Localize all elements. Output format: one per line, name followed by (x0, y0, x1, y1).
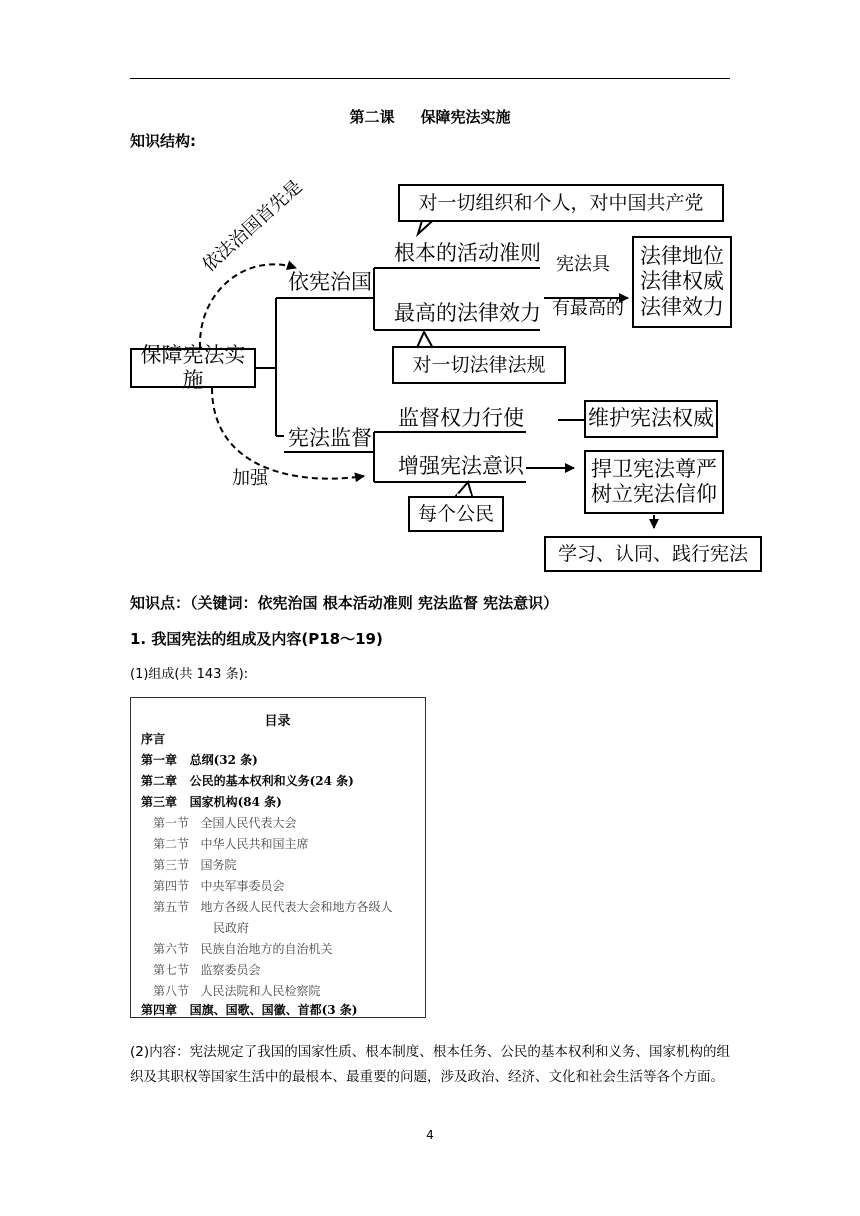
toc-section-6 (153, 940, 332, 957)
toc-chapter-num: 第三章 (141, 795, 178, 809)
toc-section-5-cont: 民政府 (213, 921, 250, 935)
constitution-toc (130, 697, 426, 1018)
toc-section-num: 第一节 (153, 816, 190, 830)
bubble-every-citizen: 每个公民 (408, 496, 504, 532)
lesson-number: 第二课 (349, 108, 395, 126)
learn-practice-box: 学习、认同、践行宪法 (544, 536, 762, 572)
lesson-name: 保障宪法实施 (420, 108, 511, 126)
branch-constitutional-supervision: 宪法监督 (288, 426, 372, 450)
toc-chapter-4 (141, 1001, 357, 1018)
branch-rule-by-constitution: 依宪治国 (288, 270, 372, 294)
toc-section-2 (153, 835, 308, 852)
toc-chapter-name: 国家机构(84 条) (189, 795, 282, 809)
toc-section-8 (153, 982, 320, 999)
toc-section-num: 第七节 (153, 963, 190, 977)
content-paragraph: (2)内容：宪法规定了我国的国家性质、根本制度、根本任务、公民的基本权利和义务、国家机构的组织及其职权等国家生活中的最根本、最重要的问题，涉及政治、经济、文化和社会生活等各个方面。 (130, 1044, 730, 1085)
root-node: 保障宪法实施 (130, 348, 256, 388)
legal-status-item: 法律地位 (640, 244, 724, 269)
toc-section-name: 中央军事委员会 (200, 879, 285, 893)
toc-section-3 (153, 856, 236, 873)
toc-chapter-num: 第四章 (141, 1003, 178, 1017)
legal-status-box (632, 236, 732, 328)
section1-heading: 1. 我国宪法的组成及内容(P18～19) (130, 630, 383, 648)
supreme-effect-label: 最高的法律效力 (394, 301, 541, 325)
arrow-text-line1: 宪法具 (556, 254, 610, 275)
toc-section-name: 民族自治地方的自治机关 (200, 942, 333, 956)
toc-chapter-name: 总纲(32 条) (189, 753, 258, 767)
fundamental-rule-label: 根本的活动准则 (394, 241, 541, 265)
page-number: 4 (426, 1128, 434, 1142)
composition-label: (1)组成(共 143 条): (130, 667, 249, 682)
arc-label-bottom: 加强 (232, 468, 268, 489)
toc-chapter-name: 国旗、国歌、国徽、首都(3 条) (189, 1003, 358, 1017)
enhance-awareness-label: 增强宪法意识 (398, 454, 524, 478)
toc-chapter-1 (141, 751, 258, 768)
defend-dignity-item: 捍卫宪法尊严 (591, 456, 717, 481)
toc-section-num: 第三节 (153, 858, 190, 872)
toc-section-num: 第五节 (153, 900, 190, 914)
header-rule (130, 78, 730, 79)
toc-section-name: 国务院 (200, 858, 237, 872)
legal-authority-item: 法律权威 (640, 269, 724, 294)
toc-section-name: 全国人民代表大会 (200, 816, 297, 830)
toc-section-7 (153, 961, 260, 978)
arc-label-top: 依法治国首先是 (198, 176, 307, 277)
toc-chapter-num: 第一章 (141, 753, 178, 767)
arrow-text-line2: 有最高的 (552, 298, 624, 319)
toc-section-name: 中华人民共和国主席 (200, 837, 309, 851)
toc-section-1 (153, 814, 296, 831)
keypoints-heading: 知识点：（关键词：依宪治国 根本活动准则 宪法监督 宪法意识） (130, 594, 559, 612)
toc-section-num: 第四节 (153, 879, 190, 893)
supervise-power-label: 监督权力行使 (398, 406, 524, 430)
maintain-authority-box: 维护宪法权威 (584, 400, 718, 438)
establish-faith-item: 树立宪法信仰 (591, 482, 717, 506)
toc-section-name: 地方各级人民代表大会和地方各级人 (200, 900, 393, 914)
toc-section-num: 第八节 (153, 984, 190, 998)
bubble-all-organizations: 对一切组织和个人，对中国共产党 (398, 184, 724, 222)
toc-chapter-2 (141, 772, 354, 789)
legal-effect-item: 法律效力 (640, 294, 724, 319)
toc-section-5 (153, 898, 392, 915)
toc-chapter-3 (141, 793, 282, 810)
defend-constitution-box (584, 450, 724, 514)
toc-title: 目录 (264, 714, 291, 729)
toc-chapter-num: 第二章 (141, 774, 178, 788)
knowledge-structure-label: 知识结构: (130, 132, 196, 150)
toc-section-4 (153, 877, 284, 894)
toc-section-name: 监察委员会 (200, 963, 261, 977)
toc-section-num: 第二节 (153, 837, 190, 851)
toc-chapter-name: 公民的基本权利和义务(24 条) (189, 774, 354, 788)
toc-section-num: 第六节 (153, 942, 190, 956)
lesson-title (0, 106, 860, 127)
toc-section-name: 人民法院和人民检察院 (200, 984, 321, 998)
toc-preface: 序言 (141, 732, 166, 746)
knowledge-mindmap (128, 170, 784, 575)
bubble-all-laws: 对一切法律法规 (392, 346, 566, 384)
